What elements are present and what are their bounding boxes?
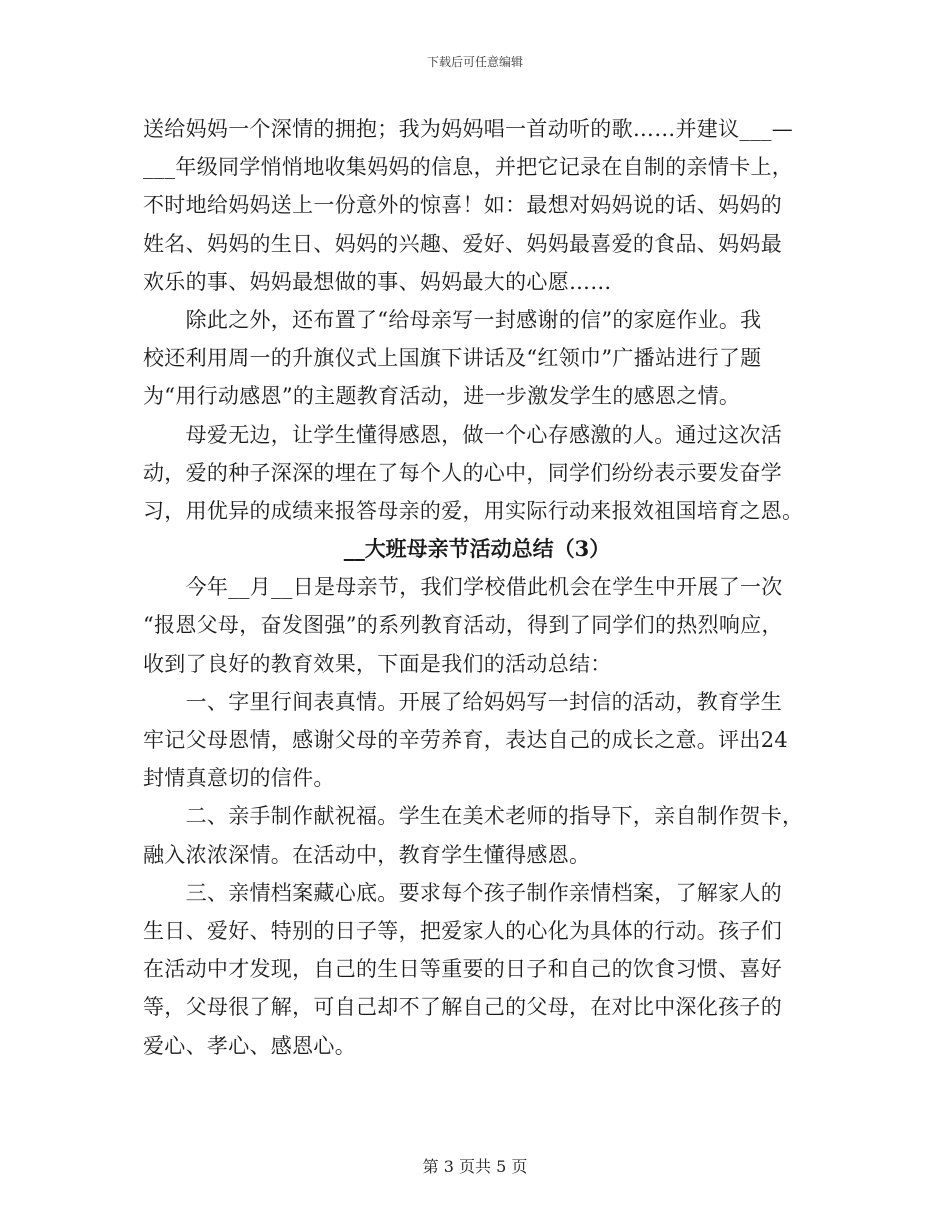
page-header: 下载后可任意编辑 [426,55,523,69]
text-line: 爱心、孝心、感恩心。 [143,1033,356,1058]
text-line: 为“用行动感恩”的主题教育活动，进一步激发学生的感恩之情。 [143,384,741,409]
text-line: 等，父母很了解，可自己却不了解自己的父母，在对比中深化孩子的 [143,995,782,1020]
text-line: 二、亲手制作献祝福。学生在美术老师的指导下，亲自制作贺卡， [143,804,804,829]
text-line: ___年级同学悄悄地收集妈妈的信息，并把它记录在自制的亲情卡上， [143,155,794,180]
text-line: 今年__月__日是母亲节，我们学校借此机会在学生中开展了一次 [143,575,783,600]
text-line: 校还利用周一的升旗仪式上国旗下讲话及“红领巾”广播站进行了题 [143,346,762,371]
text-line: 在活动中才发现，自己的生日等重要的日子和自己的饮食习惯、喜好 [143,957,782,982]
text-line: 动，爱的种子深深的埋在了每个人的心中，同学们纷纷表示要发奋学 [143,460,782,485]
text-line: 姓名、妈妈的生日、妈妈的兴趣、爱好、妈妈最喜爱的食品、妈妈最 [143,231,782,256]
text-line: 一、字里行间表真情。开展了给妈妈写一封信的活动，教育学生 [143,689,782,714]
text-line: 牢记父母恩情，感谢父母的辛劳养育，表达自己的成长之意。评出24 [143,728,789,752]
section-heading: __大班母亲节活动总结（3） [343,536,611,562]
text-line: 除此之外，还布置了“给母亲写一封感谢的信”的家庭作业。我 [143,307,762,332]
document-body [143,110,811,1065]
text-line: 三、亲情档案藏心底。要求每个孩子制作亲情档案，了解家人的 [143,880,782,905]
text-line: 送给妈妈一个深情的拥抱；我为妈妈唱一首动听的歌……并建议___— [143,117,794,141]
page-number: 第 3 页共 5 页 [422,1157,528,1176]
text-line: 欢乐的事、妈妈最想做的事、妈妈最大的心愿…… [143,269,612,294]
text-line: “报恩父母，奋发图强”的系列教育活动，得到了同学们的热烈响应， [143,613,783,638]
text-line: 不时地给妈妈送上一份意外的惊喜！如：最想对妈妈说的话、妈妈的 [143,193,782,218]
text-line: 习，用优异的成绩来报答母亲的爱，用实际行动来报效祖国培育之恩。 [143,498,804,523]
text-line: 收到了良好的教育效果，下面是我们的活动总结： [143,651,612,676]
text-line: 母爱无边，让学生懂得感恩，做一个心存感激的人。通过这次活 [143,422,782,447]
text-line: 封情真意切的信件。 [143,766,335,791]
text-line: 生日、爱好、特别的日子等，把爱家人的心化为具体的行动。孩子们 [143,918,782,943]
text-line: 融入浓浓深情。在活动中，教育学生懂得感恩。 [143,842,591,867]
